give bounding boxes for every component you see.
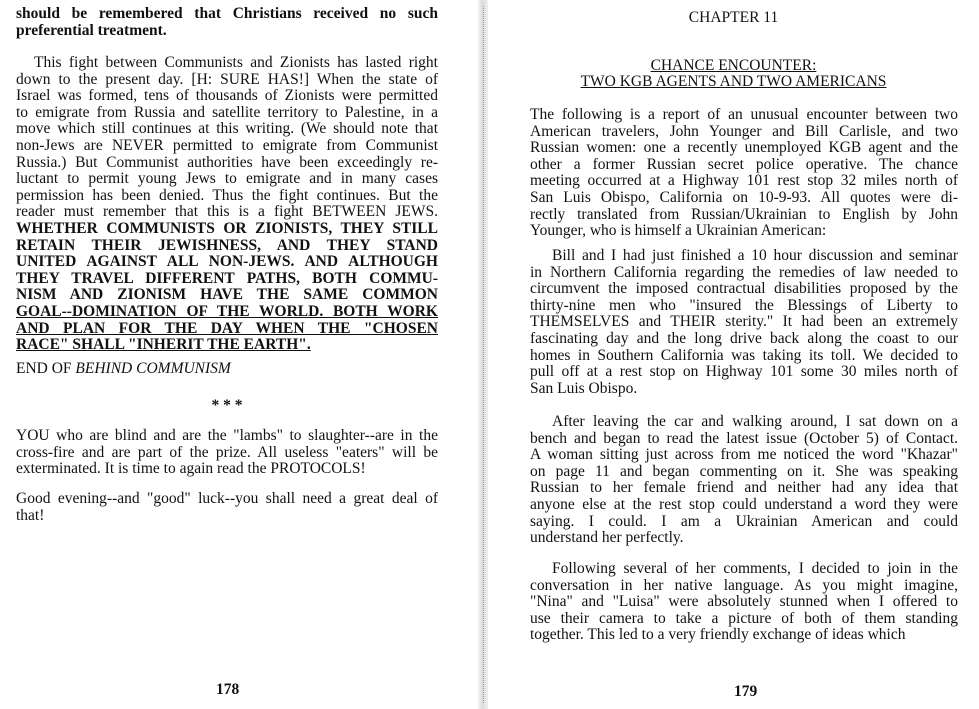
text-line: pull off at a rest stop on Highway 101 some 30 miles north of: [530, 363, 958, 381]
text-line: move which still continues at this writing. (We should note that: [16, 120, 438, 138]
text-line: NISM AND ZIONISM HAVE THE SAME COMMON: [16, 286, 438, 304]
text-line: homes in Southern California was taking its toll. We decided to: [530, 346, 958, 364]
chapter-heading: CHAPTER 11: [688, 9, 779, 26]
text-line: YOU who are blind and are the "lambs" to slaughter--are in the: [16, 427, 438, 444]
page-number: 179: [734, 683, 758, 700]
text-line: Russian to her female friend and neither had any idea that: [530, 479, 958, 497]
paragraph-3: [16, 428, 438, 478]
text-line: American travelers, John Younger and Bill Carlisle, and two: [530, 122, 958, 140]
text-line: After leaving the car and walking around, I sat down on a: [552, 413, 958, 430]
text-line: thirty-nine men who "insured the Blessings of Liberty to: [530, 296, 958, 314]
paragraph-3: [530, 414, 958, 547]
right-page: [488, 0, 979, 709]
text-line: Russian women: one a recently unemployed KGB agent and the: [530, 139, 958, 157]
text-line: permission has been denied. Thus the fight continues. But the: [16, 186, 438, 204]
text-line: WHETHER COMMUNISTS OR ZIONISTS, THEY STILL: [16, 219, 438, 237]
text-line: Younger, who is himself a Ukrainian American:: [530, 222, 827, 240]
end-of-book-line: [16, 361, 438, 378]
text-line: cross-fire and are part of the prize. All useless "eaters" will be: [16, 443, 438, 461]
text-line: Following several of her comments, I decided to join in the: [552, 560, 958, 577]
text-line: circumvent the imposed contractual disabilities proposed by the: [530, 280, 958, 298]
text-line: on page 11 and began commenting on it. She was speaking: [530, 462, 958, 480]
paragraph-1: [530, 107, 958, 240]
text-line: San Luis Obispo.: [530, 379, 638, 397]
text-line: other a former Russian secret police operative. The chance: [530, 155, 958, 173]
text-line: understand her perfectly.: [530, 529, 684, 547]
text-line: Bill and I had just finished a 10 hour discussion and seminar: [552, 247, 958, 264]
paragraph-2: [16, 55, 438, 354]
text-line: meeting occurred at a Highway 101 rest stop 32 miles north of: [530, 172, 958, 190]
text-line: use their camera to take a picture of both of them standing: [530, 609, 958, 627]
text-line: "Nina" and "Luisa" were absolutely stunned when I offered to: [530, 593, 958, 611]
text-line: in Northern California regarding the remedies of law needed to: [530, 263, 958, 281]
book-spine: [478, 0, 488, 709]
paragraph-4: [530, 561, 958, 644]
text-line: luctant to permit young Jews to emigrate and in many cases: [16, 170, 438, 188]
text-line: should be remembered that Christians received no such: [16, 5, 438, 22]
text-line: reader must remember that this is a fight BETWEEN JEWS.: [16, 203, 438, 221]
section-separator: * * *: [211, 397, 243, 414]
text-line: San Luis Obispo, California on 10-9-93. All quotes were di-: [530, 188, 958, 206]
chapter-title-line-1: CHANCE ENCOUNTER:: [650, 57, 817, 74]
text-line: non-Jews are NEVER permitted to emigrate from Communist: [16, 136, 438, 154]
chapter-title-line-2: TWO KGB AGENTS AND TWO AMERICANS: [580, 73, 887, 90]
text-line: GOAL--DOMINATION OF THE WORLD. BOTH WORK: [16, 302, 438, 320]
text-line: exterminated. It is time to again read the PROTOCOLS!: [16, 460, 366, 478]
text-line: UNITED AGAINST ALL NON-JEWS. AND ALTHOUGH: [16, 253, 438, 271]
left-page: [0, 0, 470, 709]
text-line: bench and began to read the latest issue (October 5) of Contact.: [530, 429, 958, 447]
end-line: END OF BEHIND COMMUNISM: [16, 360, 231, 377]
text-line: Russia.) But Communist authorities have been exceedingly re-: [16, 153, 438, 171]
text-line: RETAIN THEIR JEWISHNESS, AND THEY STAND: [16, 236, 438, 254]
text-line: RACE" SHALL "INHERIT THE EARTH".: [16, 336, 311, 354]
paragraph-2: [530, 248, 958, 397]
text-line: This fight between Communists and Zionists has lasted right: [34, 54, 438, 71]
text-line: down to the present day. [H: SURE HAS!] When the state of: [16, 70, 438, 88]
text-line: The following is a report of an unusual encounter between two: [530, 106, 958, 123]
paragraph-4: [16, 491, 438, 524]
text-line: fascinating day and the long drive back along the coast to our: [530, 329, 958, 347]
text-line: that!: [16, 506, 45, 524]
text-line: to emigrate from Russia and satellite territory to Palestine, in a: [16, 103, 438, 121]
paragraph-1: [16, 6, 438, 39]
text-line: together. This led to a very friendly exchange of ideas which: [530, 626, 906, 644]
text-line: THEY TRAVEL DIFFERENT PATHS, BOTH COMMU-: [16, 269, 438, 287]
text-line: saying. I could. I am a Ukrainian American and could: [530, 512, 958, 530]
text-line: Israel was formed, tens of thousands of Zionists were permitted: [16, 87, 438, 105]
text-line: A woman sitting just across from me noticed the word "Khazar": [530, 446, 958, 464]
page-number: 178: [216, 681, 240, 698]
text-line: AND PLAN FOR THE DAY WHEN THE "CHOSEN: [16, 319, 438, 337]
text-line: THEMSELVES and THEIR sterity." It had been an extremely: [530, 313, 958, 331]
text-line: anyone else at the rest stop could understand a word they were: [530, 495, 958, 513]
text-line: Good evening--and "good" luck--you shall need a great deal of: [16, 490, 438, 507]
text-line: preferential treatment.: [16, 21, 167, 39]
text-line: conversation in her native language. As you might imagine,: [530, 576, 958, 594]
text-line: rectly translated from Russian/Ukrainian to English by John: [530, 205, 958, 223]
